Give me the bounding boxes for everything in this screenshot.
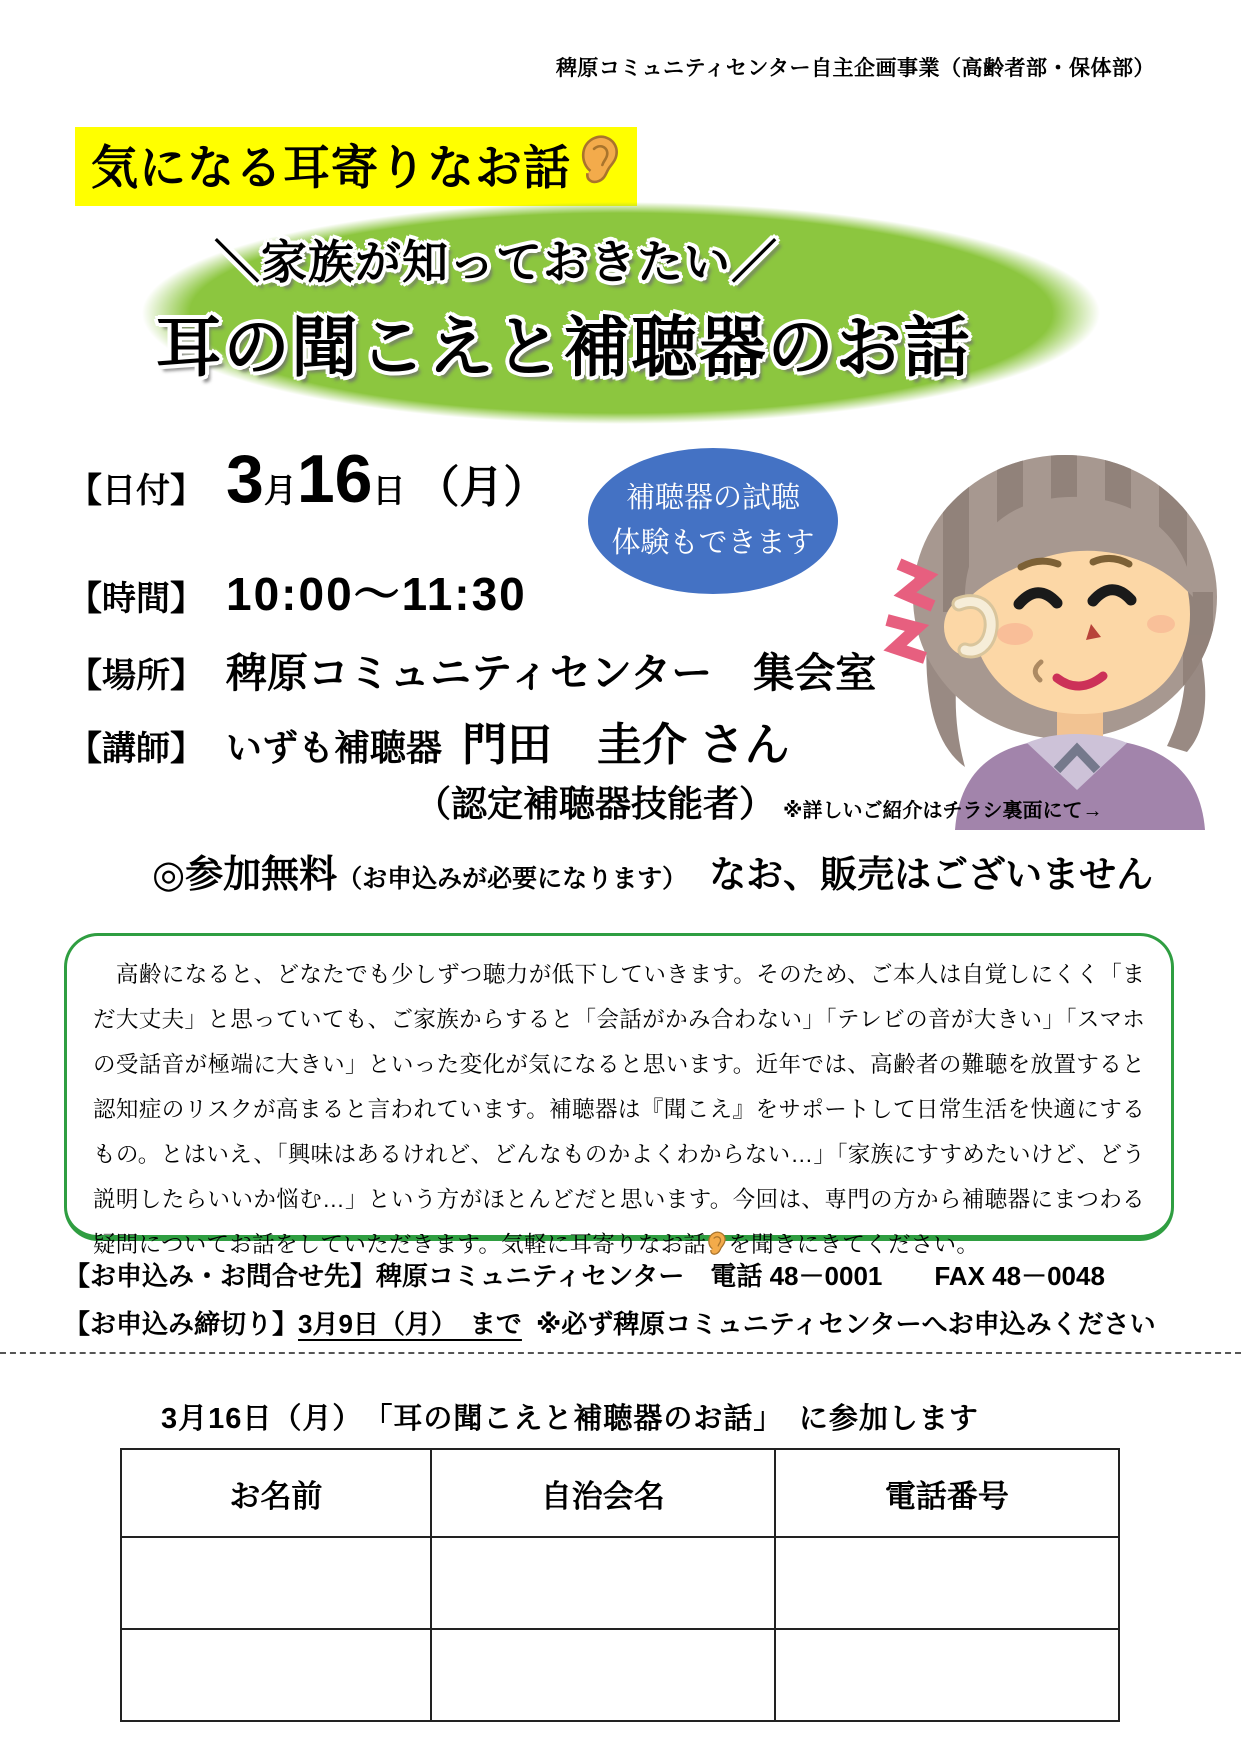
cut-line [0, 1352, 1241, 1354]
date-label: 【日付】 [68, 472, 204, 510]
highlight-title-text: 気になる耳寄りなお話 [91, 141, 571, 194]
time-line [68, 558, 527, 624]
free-note: なお、販売はございません [709, 854, 1154, 895]
place-label: 【場所】 [68, 657, 204, 695]
contact-line1-value: 稗原コミュニティセンター 電話 48－0001 FAX 48－0048 [376, 1261, 1105, 1291]
free-line [152, 843, 1153, 898]
free-heading: ◎参加無料 [152, 854, 338, 896]
hero-ellipse [142, 202, 1100, 424]
phone-cell [775, 1629, 1119, 1721]
lecturer-qualification: （認定補聴器技能者） [415, 783, 776, 824]
date-month: 3 [226, 441, 264, 517]
table-row [121, 1629, 1119, 1721]
free-sub: （お申込みが必要になります） [337, 865, 688, 893]
date-line [68, 441, 548, 517]
date-month-unit: 月 [263, 472, 297, 509]
association-cell [431, 1537, 775, 1629]
phone-cell [775, 1537, 1119, 1629]
callout-line2: 体験もできます [611, 527, 815, 559]
lecturer-name: 門田 圭介 さん [462, 719, 790, 770]
contact-line2-label: 【お申込み締切り】 [64, 1309, 299, 1340]
description-part1: 高齢になると、どなたでも少しずつ聴力が低下していきます。そのため、ご本人は自覚しにくく「まだ大丈夫」と思っていても、ご家族からすると「会話がかみ合わない」「テレビの音が大きい」「スマホの受話音が極端に大きい」といった変化が気になると思います。近年では、高齢者の難聴を放置すると認知症のリスクが高まると言われています。補聴器は『聞こえ』をサポートして日常生活を快適にするもの。とはいえ、「興味はあるけれど、どんなものかよくわからない…」「家族にすすめたいけど、どう説明したらいいか悩む…」という方がほとんどだと思います。今回は、専門の方から補聴器にまつわる疑問についてお話をしていただきます。気軽に耳寄りなお話 [93, 962, 1145, 1257]
lecturer-org: いずも補聴器 [226, 727, 443, 768]
signup-table [120, 1448, 1120, 1722]
lecturer-note: ※詳しいご紹介はチラシ裏面にて→ [783, 800, 1103, 822]
deadline-value: 3月9日（月） まで [298, 1309, 522, 1340]
contact-line1-label: 【お申込み・お問合せ先】 [64, 1261, 377, 1291]
description-text [93, 952, 1145, 1271]
elderly-woman-hearing-aid-illustration [865, 452, 1237, 830]
hero-tagline: ＼家族が知っておきたい／ [214, 236, 778, 288]
description-box [64, 933, 1174, 1257]
hero-content [142, 202, 1100, 424]
description-part2: を聞きにきてください。 [728, 1232, 980, 1257]
callout-line1: 補聴器の試聴 [625, 482, 800, 515]
page-title: 耳の聞こえと補聴器のお話 [155, 310, 972, 384]
sound-zigzag [887, 620, 925, 658]
column-header-name: お名前 [121, 1449, 431, 1537]
time-label: 【時間】 [68, 580, 204, 618]
highlight-title [75, 127, 637, 206]
lecturer-line [68, 708, 790, 773]
blush [1147, 615, 1175, 633]
contact-block [64, 1252, 1156, 1348]
contact-line2 [64, 1300, 1156, 1348]
association-cell [431, 1629, 775, 1721]
place-value: 稗原コミュニティセンター 集会室 [226, 650, 877, 696]
date-day: 16 [296, 441, 373, 517]
place-line [68, 640, 876, 699]
qualification-line [415, 776, 1102, 827]
ear-icon [577, 134, 623, 195]
lecturer-label: 【講師】 [68, 730, 204, 768]
date-day-unit: 日 [372, 472, 406, 509]
blush [997, 623, 1033, 645]
name-cell [121, 1537, 431, 1629]
table-header-row [121, 1449, 1119, 1537]
form-title: 3月16日（月） 「耳の聞こえと補聴器のお話」 に参加します [161, 1403, 979, 1435]
column-header-association: 自治会名 [431, 1449, 775, 1537]
date-weekday: （月） [415, 463, 548, 512]
trial-callout-bubble [588, 448, 838, 594]
column-header-phone: 電話番号 [775, 1449, 1119, 1537]
contact-line1 [64, 1252, 1156, 1300]
table-row [121, 1537, 1119, 1629]
contact-line2-note: ※必ず稗原コミュニティセンターへお申込みください [535, 1309, 1156, 1340]
time-value: 10:00～11:30 [226, 568, 527, 620]
name-cell [121, 1629, 431, 1721]
organizer-note: 稗原コミュニティセンター自主企画事業（高齢者部・保体部） [555, 57, 1155, 80]
